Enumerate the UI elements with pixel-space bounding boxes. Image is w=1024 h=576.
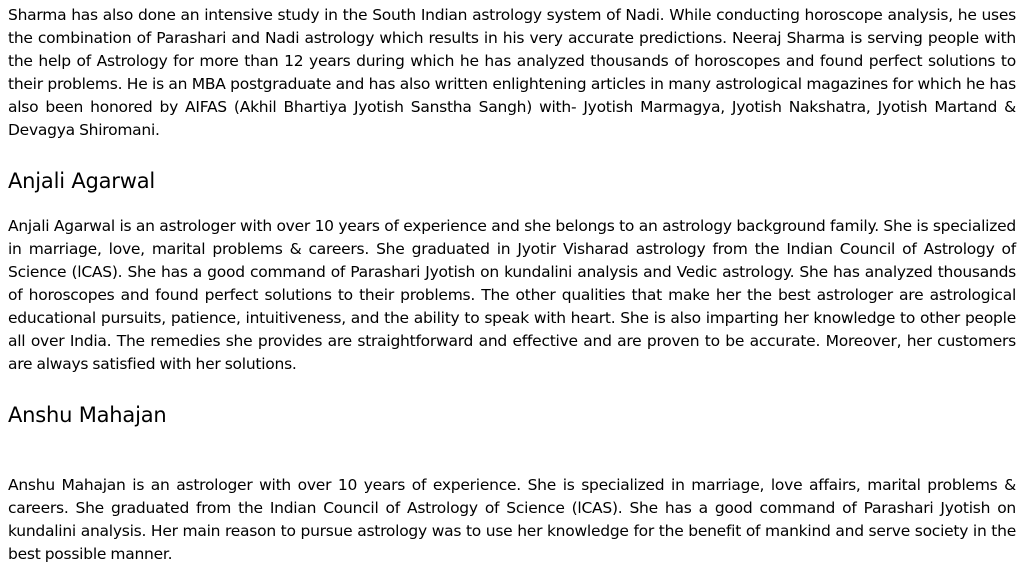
section-paragraph-anjali-agarwal: Anjali Agarwal is an astrologer with over 10 years of experience and she belongs to an astrology background family. She is specialized in marriage, love, marital problems & careers. She graduated in Jyotir Visharad astrology from the Indian Council of Astrology of Science (lCAS). She has a good command of Parashari Jyotish on kundalini analysis and Vedic astrology. She has analyzed thousands of horoscopes and found perfect solutions to their problems. The other qualities that make her the best astrologer are astrological educational pursuits, patience, intuitiveness, and the ability to speak with heart. She is also imparting her knowledge to other people all over India. The remedies she provides are straightforward and effective and are proven to be accurate. Moreover, her customers are always satisfied with her solutions. bbox=[8, 217, 1016, 373]
document-page bbox=[8, 4, 1016, 566]
section-paragraph-anshu-mahajan: Anshu Mahajan is an astrologer with over 10 years of experience. She is specialized in marriage, love affairs, marital problems & careers. She graduated from the Indian Council of Astrology of Science (lCAS). She has a good command of Parashari Jyotish on kundalini analysis. Her main reason to pursue astrology was to use her knowledge for the benefit of mankind and serve society in the best possible manner. bbox=[8, 476, 1016, 563]
section-heading-anshu-mahajan: Anshu Mahajan bbox=[8, 403, 167, 427]
section-heading-anjali-agarwal: Anjali Agarwal bbox=[8, 169, 155, 193]
intro-paragraph: Sharma has also done an intensive study in the South Indian astrology system of Nadi. While conducting horoscope analysis, he uses the combination of Parashari and Nadi astrology which results in his very accurate predictions. Neeraj Sharma is serving people with the help of Astrology for more than 12 years during which he has analyzed thousands of horoscopes and found perfect solutions to their problems. He is an MBA postgraduate and has also written enlightening articles in many astrological magazines for which he has also been honored by AIFAS (Akhil Bhartiya Jyotish Sanstha Sangh) with- Jyotish Marmagya, Jyotish Nakshatra, Jyotish Martand & Devagya Shiromani. bbox=[8, 6, 1016, 139]
